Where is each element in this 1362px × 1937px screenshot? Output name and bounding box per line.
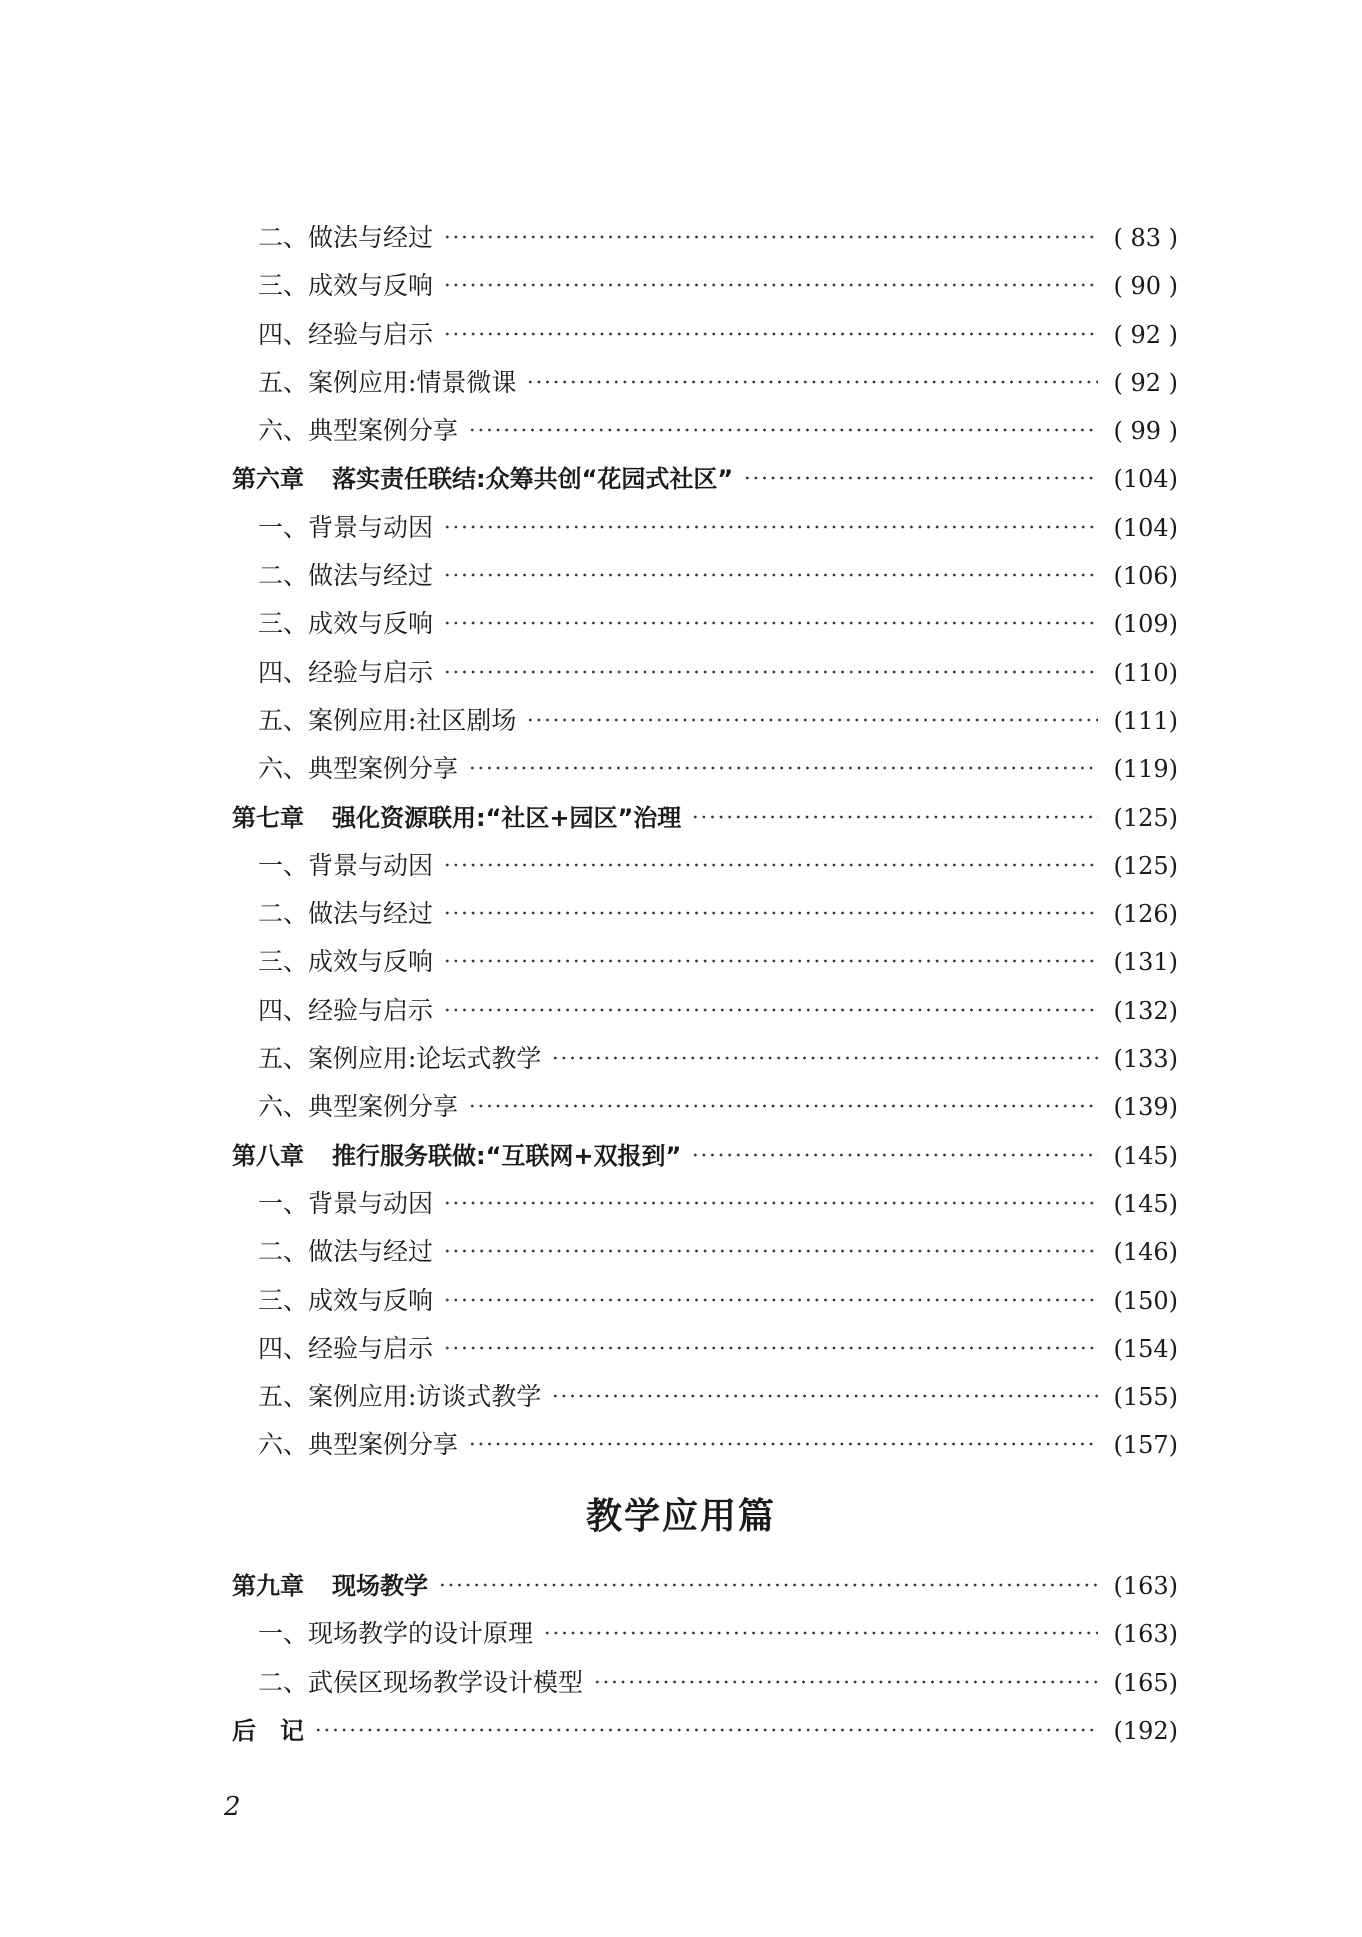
page-ref: (125)	[1113, 851, 1178, 880]
section-title: 五、案例应用:社区剧场	[258, 705, 517, 735]
chapter-title: 落实责任联结:众筹共创“花园式社区”	[332, 465, 734, 494]
section-title: 四、经验与启示	[258, 1333, 434, 1363]
section-title: 六、典型案例分享	[258, 754, 459, 784]
section-title: 五、案例应用:情景微课	[258, 367, 517, 397]
section-title: 四、经验与启示	[258, 995, 434, 1025]
section-title: 三、成效与反响	[258, 609, 434, 639]
dot-leader	[526, 369, 1098, 395]
section-title: 三、成效与反响	[258, 271, 434, 301]
page-ref: ( 92 )	[1113, 320, 1178, 349]
toc-section-row[interactable]	[232, 890, 1178, 938]
page-ref: (163)	[1113, 1620, 1178, 1649]
toc-section-row[interactable]	[232, 1180, 1178, 1228]
page-ref: ( 99 )	[1113, 417, 1178, 446]
toc-section-row[interactable]	[232, 600, 1178, 648]
dot-leader	[468, 1093, 1098, 1119]
section-title: 二、做法与经过	[258, 1237, 434, 1267]
chapter-title: 后 记	[232, 1716, 304, 1745]
section-title: 六、典型案例分享	[258, 1430, 459, 1460]
page-ref: (133)	[1113, 1045, 1178, 1074]
dot-leader	[443, 948, 1098, 974]
page-ref: (150)	[1113, 1286, 1178, 1315]
dot-leader	[443, 997, 1098, 1023]
toc-section-row[interactable]	[232, 649, 1178, 697]
toc-section-row[interactable]	[232, 262, 1178, 310]
section-title: 二、做法与经过	[258, 223, 434, 252]
dot-leader	[443, 514, 1098, 540]
chapter-number: 第七章	[232, 803, 304, 832]
dot-leader	[551, 1045, 1098, 1071]
section-title: 四、经验与启示	[258, 657, 434, 687]
toc-section-row[interactable]	[232, 311, 1178, 359]
chapter-title: 推行服务联做:“互联网+双报到”	[332, 1141, 682, 1170]
toc-chapter-row[interactable]	[232, 455, 1178, 503]
dot-leader	[691, 1142, 1098, 1168]
page-ref: (139)	[1113, 1093, 1178, 1122]
section-title: 一、背景与动因	[258, 1188, 434, 1218]
toc-section-row[interactable]	[232, 1325, 1178, 1373]
toc-section-row[interactable]	[232, 1659, 1178, 1707]
page-ref: ( 90 )	[1113, 272, 1178, 301]
page-ref: (131)	[1113, 948, 1178, 977]
toc-section-row[interactable]	[232, 552, 1178, 600]
section-title: 二、武侯区现场教学设计模型	[258, 1667, 584, 1697]
page-ref: (110)	[1113, 658, 1178, 687]
page-ref: (125)	[1113, 803, 1178, 832]
page-ref: (165)	[1113, 1668, 1178, 1697]
section-title: 一、现场教学的设计原理	[258, 1619, 534, 1649]
chapter-number: 第九章	[232, 1572, 304, 1600]
dot-leader	[443, 1238, 1098, 1264]
toc-chapter-row[interactable]	[232, 794, 1178, 842]
dot-leader	[543, 1620, 1098, 1646]
dot-leader	[443, 562, 1098, 588]
dot-leader	[468, 755, 1098, 781]
page-ref: (104)	[1113, 513, 1178, 542]
dot-leader	[743, 465, 1098, 491]
toc-section-row[interactable]	[232, 1610, 1178, 1658]
dot-leader	[443, 1335, 1098, 1361]
section-title: 二、做法与经过	[258, 561, 434, 591]
toc-chapter-row[interactable]	[232, 1132, 1178, 1180]
toc-section-row[interactable]	[232, 407, 1178, 455]
dot-leader	[438, 1572, 1098, 1598]
toc-section-row[interactable]	[232, 1228, 1178, 1276]
dot-leader	[443, 1190, 1098, 1216]
toc-upper	[232, 214, 1178, 1470]
page-ref: (192)	[1113, 1716, 1178, 1745]
dot-leader	[314, 1717, 1098, 1743]
dot-leader	[526, 707, 1098, 733]
chapter-number: 第六章	[232, 465, 304, 494]
dot-leader	[443, 321, 1098, 347]
section-title: 六、典型案例分享	[258, 416, 459, 446]
dot-leader	[443, 610, 1098, 636]
dot-leader	[593, 1669, 1098, 1695]
page-ref: (157)	[1113, 1431, 1178, 1460]
toc-chapter-row[interactable]	[232, 1707, 1178, 1755]
dot-leader	[468, 417, 1098, 443]
toc-section-row[interactable]	[232, 987, 1178, 1035]
page-ref: (163)	[1113, 1572, 1178, 1600]
dot-leader	[691, 804, 1098, 830]
dot-leader	[551, 1383, 1098, 1409]
dot-leader	[468, 1431, 1098, 1457]
page-ref: (146)	[1113, 1238, 1178, 1267]
toc-section-row[interactable]	[232, 1035, 1178, 1083]
page-ref: (145)	[1113, 1189, 1178, 1218]
section-title: 二、做法与经过	[258, 899, 434, 929]
chapter-title: 现场教学	[332, 1572, 428, 1600]
toc-section-row[interactable]	[232, 214, 1178, 262]
toc-section-row[interactable]	[232, 842, 1178, 890]
section-title: 一、背景与动因	[258, 850, 434, 880]
dot-leader	[443, 1287, 1098, 1313]
page-ref: (106)	[1113, 562, 1178, 591]
toc-section-row[interactable]	[232, 504, 1178, 552]
section-title: 三、成效与反响	[258, 947, 434, 977]
dot-leader	[443, 224, 1098, 250]
page-ref: (155)	[1113, 1383, 1178, 1412]
chapter-title: 强化资源联用:“社区+园区”治理	[332, 803, 682, 832]
section-title: 四、经验与启示	[258, 319, 434, 349]
page-ref: (119)	[1113, 755, 1178, 784]
section-title: 六、典型案例分享	[258, 1092, 459, 1122]
page-ref: ( 92 )	[1113, 368, 1178, 397]
toc-section-row[interactable]	[232, 1373, 1178, 1421]
part-heading: 教学应用篇	[585, 1495, 776, 1537]
toc-lower	[232, 1562, 1178, 1755]
toc-section-row[interactable]	[232, 697, 1178, 745]
page-ref: (145)	[1113, 1141, 1178, 1170]
page-ref: (104)	[1113, 465, 1178, 494]
dot-leader	[443, 659, 1098, 685]
toc-section-row[interactable]	[232, 745, 1178, 793]
section-title: 三、成效与反响	[258, 1285, 434, 1315]
page-ref: (111)	[1113, 706, 1178, 735]
dot-leader	[443, 900, 1098, 926]
section-title: 五、案例应用:访谈式教学	[258, 1382, 542, 1412]
toc-section-row[interactable]	[232, 1421, 1178, 1469]
toc-chapter-row[interactable]	[232, 1562, 1178, 1610]
chapter-number: 第八章	[232, 1141, 304, 1170]
section-title: 一、背景与动因	[258, 512, 434, 542]
page-number: 2	[224, 1792, 241, 1822]
page-ref: (126)	[1113, 900, 1178, 929]
page-ref: ( 83 )	[1113, 224, 1178, 252]
toc-section-row[interactable]	[232, 1083, 1178, 1131]
page-ref: (132)	[1113, 996, 1178, 1025]
toc-section-row[interactable]	[232, 1277, 1178, 1325]
page-ref: (109)	[1113, 610, 1178, 639]
toc-section-row[interactable]	[232, 938, 1178, 986]
toc-section-row[interactable]	[232, 359, 1178, 407]
section-title: 五、案例应用:论坛式教学	[258, 1044, 542, 1074]
dot-leader	[443, 852, 1098, 878]
dot-leader	[443, 272, 1098, 298]
page-ref: (154)	[1113, 1334, 1178, 1363]
